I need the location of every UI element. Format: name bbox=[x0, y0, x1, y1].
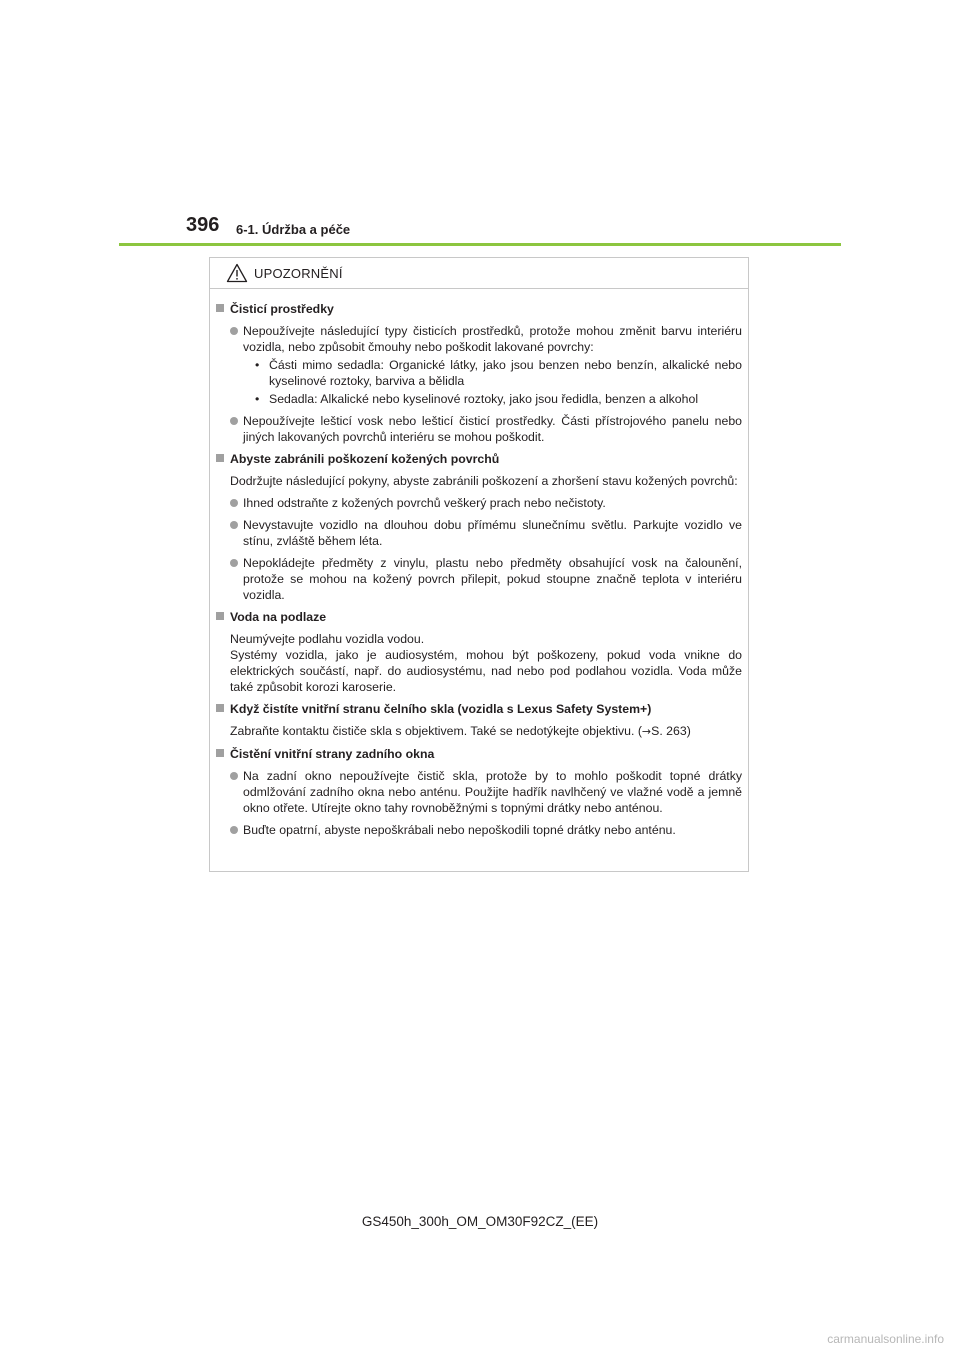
sub-bullet-icon: • bbox=[255, 358, 260, 372]
square-bullet-icon bbox=[216, 704, 224, 712]
topic-heading: Čistění vnitřní strany zadního okna bbox=[216, 746, 742, 762]
list-item: Buďte opatrní, abyste nepoškrábali nebo nepoškodili topné drátky nebo anténu. bbox=[230, 822, 742, 838]
header-rule bbox=[119, 243, 841, 246]
list-item: Na zadní okno nepoužívejte čistič skla, protože by to mohlo poškodit topné drátky odmlžování zadního okna nebo anténu. Použijte hadřík navlhčený ve vlažné vodě a jemně okno otřete. Utírejte okno tahy rovnoběžnými s topnými drátky nebo anténou. bbox=[230, 768, 742, 816]
round-bullet-icon bbox=[230, 417, 238, 425]
watermark: carmanualsonline.info bbox=[827, 1332, 944, 1346]
round-bullet-icon bbox=[230, 559, 238, 567]
square-bullet-icon bbox=[216, 612, 224, 620]
paragraph: Dodržujte následující pokyny, abyste zabránili poškození a zhoršení stavu kožených povrchů: bbox=[230, 474, 738, 488]
square-bullet-icon bbox=[216, 749, 224, 757]
sub-item: • Sedadla: Alkalické nebo kyselinové roztoky, jako jsou ředidla, benzen a alkohol bbox=[255, 392, 699, 406]
square-bullet-icon bbox=[216, 454, 224, 462]
round-bullet-icon bbox=[230, 499, 238, 507]
list-item: Nevystavujte vozidlo na dlouhou dobu přímému slunečnímu světlu. Parkujte vozidlo ve stínu, zvláště během léta. bbox=[230, 517, 742, 549]
list-item: Nepoužívejte lešticí vosk nebo lešticí čisticí prostředky. Části přístrojového panelu nebo jiných lakovaných povrchů interiéru se mohou poškodit. bbox=[230, 413, 742, 445]
sub-item: • Části mimo sedadla: Organické látky, jako jsou benzen nebo benzín, alkalické nebo kyselinové roztoky, barviva a bělidla bbox=[255, 358, 742, 388]
topic-heading: Čisticí prostředky bbox=[216, 301, 742, 317]
section-title: 6-1. Údržba a péče bbox=[236, 222, 351, 237]
paragraph: Neumývejte podlahu vozidla vodou. Systémy vozidla, jako je audiosystém, mohou být poškozeny, pokud voda vnikne do elektrických součástí, např. do audiosystému, nad nebo pod podlahou vozidla. Voda může také způsobit korozi karoserie. bbox=[230, 632, 742, 694]
topic-heading: Voda na podlaze bbox=[216, 609, 742, 625]
warning-header bbox=[210, 258, 748, 289]
square-bullet-icon bbox=[216, 304, 224, 312]
paragraph: Zabraňte kontaktu čističe skla s objektivem. Také se nedotýkejte objektivu. (→S. 263) bbox=[230, 724, 691, 738]
round-bullet-icon bbox=[230, 772, 238, 780]
warning-body bbox=[210, 289, 748, 838]
round-bullet-icon bbox=[230, 327, 238, 335]
document-code: GS450h_300h_OM_OM30F92CZ_(EE) bbox=[361, 1214, 599, 1229]
list-item: Nepokládejte předměty z vinylu, plastu nebo předměty obsahující vosk na čalounění, protože se mohou na kožený povrch přilepit, pokud stoupne značně teplota v interiéru vozidla. bbox=[230, 555, 742, 603]
round-bullet-icon bbox=[230, 826, 238, 834]
page-number: 396 bbox=[186, 214, 220, 236]
warning-title: UPOZORNĚNÍ bbox=[254, 265, 343, 281]
warning-box bbox=[209, 257, 749, 872]
arrow-icon: → bbox=[641, 725, 652, 738]
list-item: Nepoužívejte následující typy čisticích prostředků, protože mohou změnit barvu interiéru vozidla, nebo způsobit čmouhy nebo poškodit lakované povrchy: • Části mimo sedadla: Organické látky, jako jsou benzen nebo benzín, alkalické nebo kyselinové roztoky, barviva a bělidla • Sedadla: Alkalické nebo kyselinové roztoky, jako jsou ředidla, benzen a alkohol bbox=[230, 323, 742, 407]
round-bullet-icon bbox=[230, 521, 238, 529]
list-item: Ihned odstraňte z kožených povrchů veškerý prach nebo nečistoty. bbox=[230, 495, 742, 511]
topic-heading: Abyste zabránili poškození kožených povrchů bbox=[216, 451, 742, 467]
page-reference-link[interactable]: S. 263) bbox=[651, 724, 691, 738]
sub-bullet-icon: • bbox=[255, 392, 260, 406]
warning-triangle-icon bbox=[226, 263, 248, 283]
topic-heading: Když čistíte vnitřní stranu čelního skla (vozidla s Lexus Safety System+) bbox=[216, 701, 742, 717]
